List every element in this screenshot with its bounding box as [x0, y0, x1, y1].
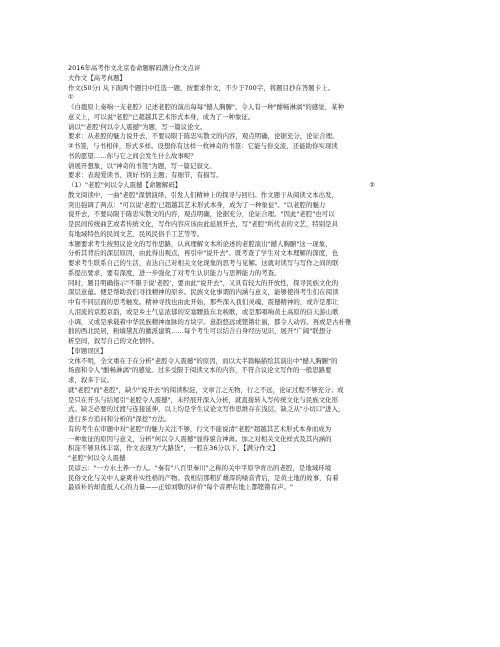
body-line: 作文(50分) 从下面两个题目中任选一题，按要求作文，不少于700字，将题目抄在答题卡上。	[68, 83, 335, 92]
body-line: 书的愿望……你与它之间会发生什么故事呢？	[68, 151, 197, 160]
body-line: ②书签，与书相伴，形式多样。设想你有这样一枚神奇的书签：它能与你交流，还能助你实现读	[68, 142, 338, 150]
body-line: 系提出要求，要有深度，进一步强化了对考生认识能力与思辨能力的考查。	[68, 268, 281, 277]
body-line: 拙的西北民居，粉墙黛瓦的徽派建筑……每个考生可以结合自身经历见识，展开"广阔"联想分	[68, 327, 332, 336]
body-line: 民谚云："一方水土养一方人。"秦有"八百里秦川"之称的关中平原孕育出的老腔，是地域环境	[68, 463, 332, 472]
body-line: 求，叙多于议。	[68, 376, 114, 384]
body-line: 有的考生在审题中对"老腔"的魅力关注不够，行文不能说清"老腔"超越其艺术形式本身而成为	[68, 424, 332, 433]
body-line: 同时，题目明确指示"不限于说'老腔'，要由此"说开去"，又具有较大的开放性，探寻民族文化的	[68, 278, 339, 287]
body-line: 一种象征的原因与意义，分析"何以令人震撼"显得貌合神离。加之对相关文化样式及其内涵的	[68, 434, 332, 443]
body-line: 突出强调了两点："可以说'老腔'已超越其艺术形式本身，成为了一种象征"。"以老腔的魅力	[68, 200, 326, 209]
body-line: 式。缺乏必要的过渡与连接延伸，以上均是学生议论文写作思维存在浅层，缺乏从"小切口"进入，	[68, 405, 345, 414]
section-heading: 【审题误区】	[68, 346, 107, 355]
document-title: 2016年高考作文北京卷命题解码满分作文点评	[68, 64, 201, 72]
body-line: 场面和令人"酣畅淋漓"的感觉。过多受限于阅读文本的内容，不符合议论文写作的一般思路要	[68, 366, 332, 375]
body-line: 是民间传统曲艺或者传统文化，写作内容应该由此延展开去，写"老腔"所代表的文艺，特别是具	[68, 220, 339, 228]
essay-title: "老腔"何以令人震撼	[68, 454, 126, 462]
body-line: 就"老腔"而"老腔"，缺少"说开去"的阅读积淀，文章言之无物，行之不远，论证过程不够充分；或	[68, 385, 344, 394]
body-line: 《白鹿原上奏响一支老腔》记述老腔的演出每每"撼人胸腑"，令人有一种"酣畅淋漓"的感觉，某种	[68, 103, 345, 111]
body-line: 进行多方追问和分析的"深挖"方法。	[68, 415, 171, 423]
option-row	[68, 93, 445, 103]
body-line: 本题要求考生按照议论文的写作思路，认真理解文本所论述的老腔演出"撼人胸腑"这一现象，	[68, 239, 332, 248]
body-line: 中有不同层面的思考触发。精神寻找也由此开始，那些深入我们灵魂、震撼精神的，或许是那让	[68, 298, 339, 306]
option-row	[68, 181, 445, 191]
body-line: 请以"'老腔'何以令人震撼"为题，写一篇议论文。	[68, 122, 207, 131]
option-marker-2: ②	[369, 181, 375, 189]
body-line: 小调，又或是承载着中华民族精神血脉的方块字。意韵悠远或铿锵壮丽，都令人动容。再或是古朴雅	[68, 317, 352, 326]
body-line: 有地域特色的民间文艺、民风民俗手工艺等等。	[68, 229, 204, 238]
body-line: 深层意蕴。便是帮助我们寻找精神的原乡。民族文化事谓的内涵与意义，能够使得考生们在阅读	[68, 288, 339, 297]
subheading: （1）"老腔"何以令人震撼【命题解码】	[68, 181, 182, 189]
body-line: 意义上，可以说"老腔"已超越其艺术形式本身，成为了一种象征。	[68, 112, 255, 121]
body-line: 分析其背后的深层原因，由此得出观点，再引申"说开去"。既考查了学生对文本理解的深度，也	[68, 249, 339, 258]
body-line: 析空间，叙写自己的文化情怀。	[68, 337, 159, 345]
body-line: 文体不明，全文重在于在分析"老腔令人震撼"的原因，而以大半篇幅描绘其演出中"撼人胸腑"的	[68, 356, 338, 365]
body-line: 要求：表现爱读书、读好书的主题；有细节，有描写。	[68, 171, 223, 180]
body-line: 民俗文化与关中人豪爽朴实性格的产物。我相信那粗犷雄浑的嗓音背后，是黄土地的故事，有着	[68, 473, 339, 482]
body-line: 散文阅读中，一曲"老腔"深情演绎，引发人们精神上的探寻与回归。作文题干从阅读文本出发，	[68, 190, 339, 199]
body-line: 积淀不够具体丰富，作文表现为"大路货"，一般在36分以下。【满分作文】	[68, 444, 279, 453]
body-line: 说开去，不要局限于陈忠实散文的内容，观点明确，论据充分，论证合理。"因此"老腔"也可以	[68, 210, 335, 219]
body-line: 是只在开头与结尾引"老腔令人震撼"，未经展开深入分析，就直接转入写传统文化与民族文化形	[68, 395, 339, 404]
body-line: 人泪流的京腔京韵，或是乡土气息浓郁的安塞腰鼓东北秧歌，或是那唱响黄土高原的信天游山歌	[68, 307, 339, 316]
body-line: 要求考生联系自己的生活，表达自己对相关文化现象的思考与见解。这就对读写与写作之间的联	[68, 259, 339, 267]
option-marker-1: ①	[68, 93, 74, 102]
body-line: 要求：从老腔的魅力说开去，不要局限于陈忠实散文的内容，观点明确，论据充分，论证合理。	[68, 132, 339, 141]
section-heading: 大作文【高考真题】	[68, 73, 126, 82]
body-line: 最质朴的却直抵人心的力量——正如刘敬的评价"每个音押在地上都铿锵有声。"	[68, 483, 293, 492]
body-line: 请展开想象，以"神奇的书签"为题，写一篇记叙文。	[68, 161, 216, 170]
